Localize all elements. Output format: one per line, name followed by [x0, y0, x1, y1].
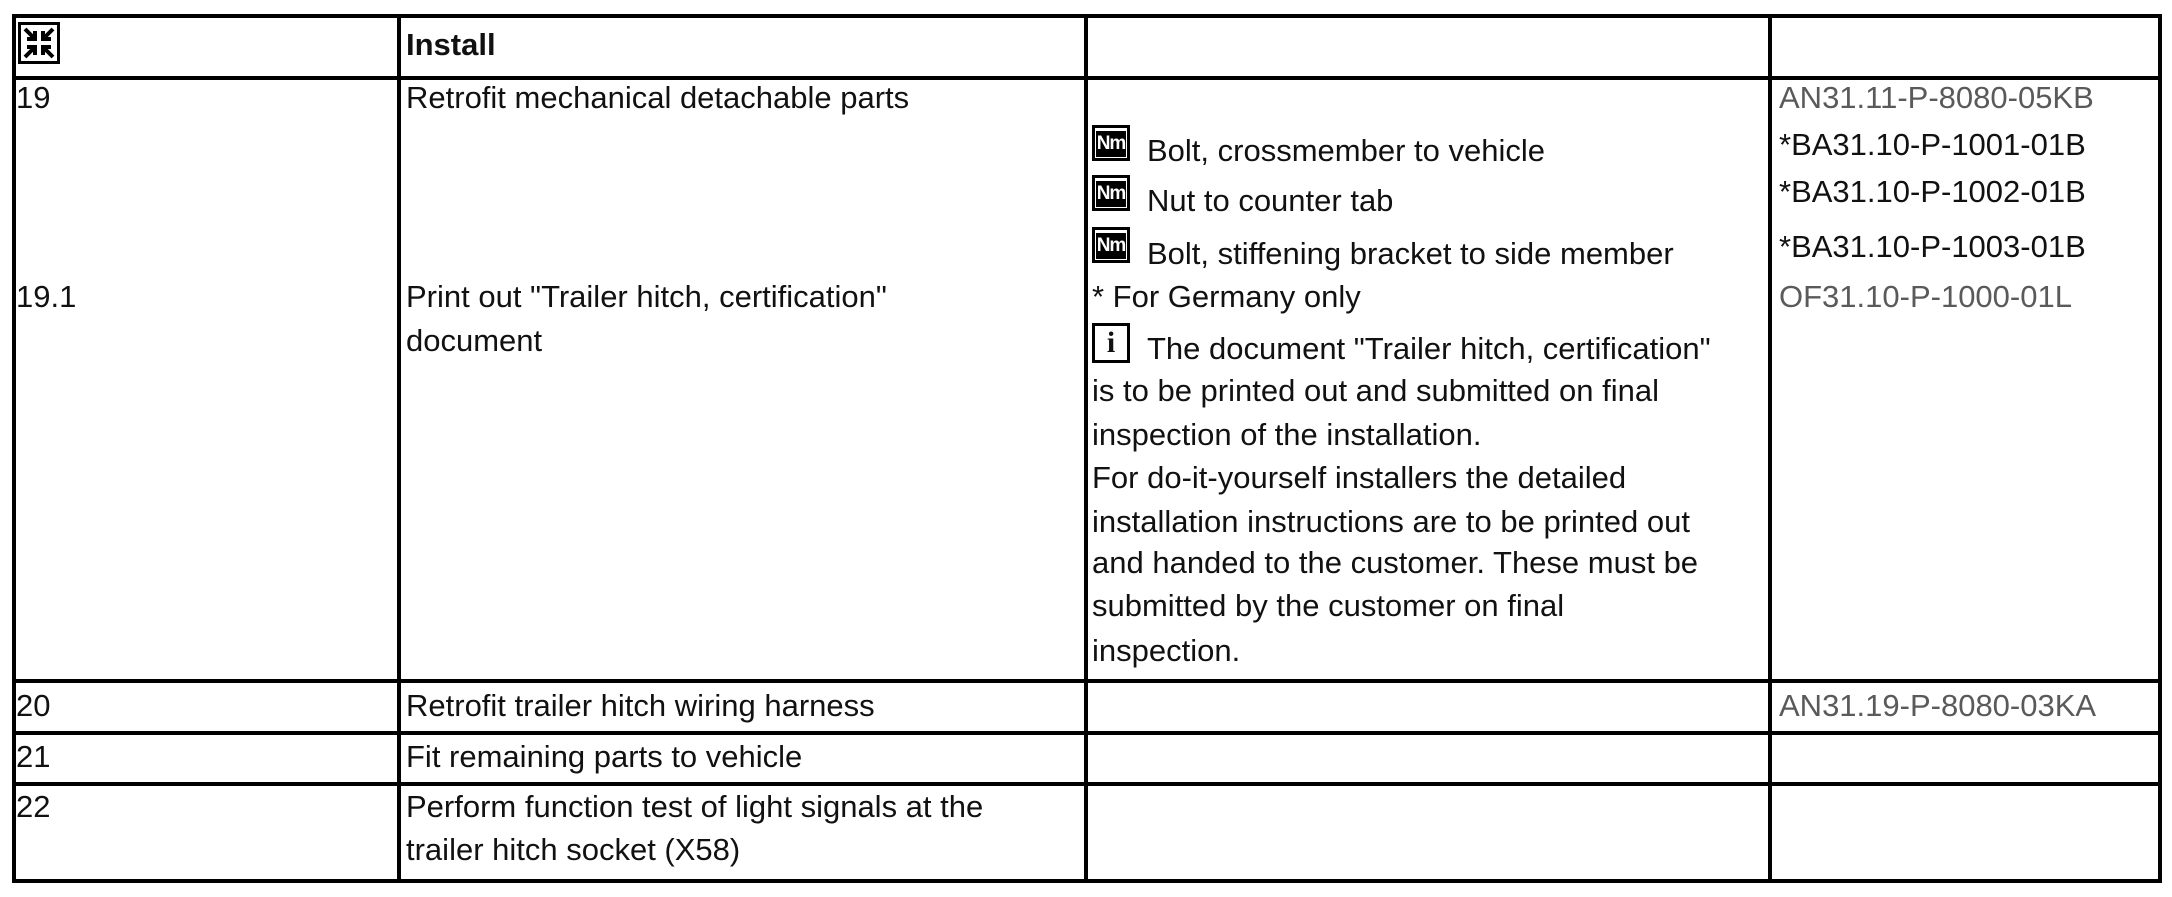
- step-action-line: Perform function test of light signals at the: [406, 789, 984, 824]
- reference-link[interactable]: OF31.10-P-1000-01L: [1779, 279, 2072, 314]
- expand-icon[interactable]: [18, 22, 60, 64]
- torque-note: Nut to counter tab: [1147, 183, 1394, 218]
- step-action: Fit remaining parts to vehicle: [406, 739, 803, 774]
- step-action-line: document: [406, 323, 543, 358]
- table-border-right: [2158, 14, 2162, 883]
- torque-note: Bolt, stiffening bracket to side member: [1147, 236, 1674, 271]
- reference-link[interactable]: AN31.11-P-8080-05KB: [1779, 80, 2094, 115]
- step-action-line: trailer hitch socket (X58): [406, 832, 741, 867]
- section-title: Install: [406, 27, 496, 62]
- info-text: installation instructions are to be printed out: [1092, 504, 1690, 539]
- nm-torque-icon: Nm: [1092, 175, 1130, 211]
- install-procedure-table: [12, 14, 2162, 886]
- nm-torque-icon: Nm: [1092, 125, 1130, 161]
- step-number: 21: [16, 739, 51, 774]
- info-text: submitted by the customer on final: [1092, 588, 1565, 623]
- info-text: inspection of the installation.: [1092, 417, 1482, 452]
- info-icon: i: [1092, 323, 1130, 363]
- step-action-line: Print out "Trailer hitch, certification": [406, 279, 887, 314]
- column-divider: [1768, 14, 1772, 883]
- info-text: and handed to the customer. These must be: [1092, 545, 1699, 580]
- torque-reference[interactable]: *BA31.10-P-1002-01B: [1779, 174, 2086, 209]
- reference-link[interactable]: AN31.19-P-8080-03KA: [1779, 688, 2097, 723]
- torque-reference[interactable]: *BA31.10-P-1001-01B: [1779, 127, 2086, 162]
- step-number: 19: [16, 80, 51, 115]
- step-number: 20: [16, 688, 51, 723]
- torque-note: Bolt, crossmember to vehicle: [1147, 133, 1545, 168]
- column-divider: [1084, 14, 1088, 883]
- nm-torque-icon: Nm: [1092, 227, 1130, 263]
- column-divider: [397, 14, 401, 883]
- step-action: Retrofit trailer hitch wiring harness: [406, 688, 875, 723]
- info-text: inspection.: [1092, 633, 1241, 668]
- torque-reference[interactable]: *BA31.10-P-1003-01B: [1779, 229, 2086, 264]
- footnote: * For Germany only: [1092, 279, 1361, 314]
- step-action: Retrofit mechanical detachable parts: [406, 80, 910, 115]
- info-text: For do-it-yourself installers the detailed: [1092, 460, 1627, 495]
- info-text: is to be printed out and submitted on final: [1092, 373, 1659, 408]
- step-number: 19.1: [16, 279, 77, 314]
- step-number: 22: [16, 789, 51, 824]
- info-text: The document "Trailer hitch, certification": [1147, 331, 1711, 366]
